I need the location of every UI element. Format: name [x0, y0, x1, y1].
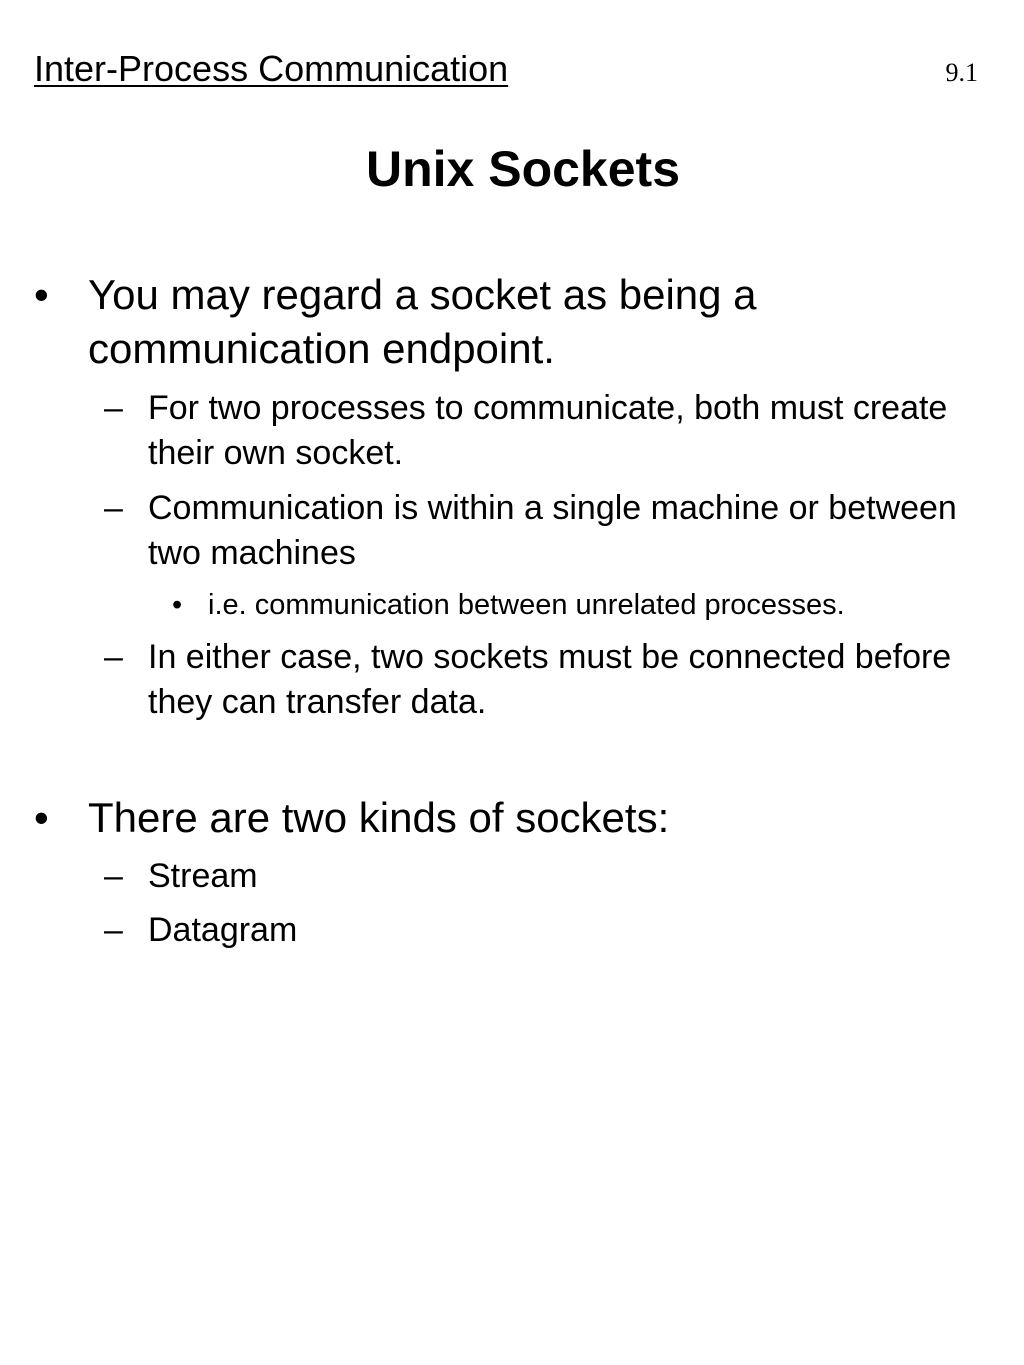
dash-marker: – [104, 489, 123, 527]
bullet-text: There are two kinds of sockets: [88, 794, 670, 841]
dash-marker: – [104, 638, 123, 676]
slide-title: Unix Sockets [365, 141, 680, 197]
sub-bullet-text: For two processes to communicate, both must create their own socket. [148, 389, 948, 472]
sub-bullet-text: Stream [148, 857, 258, 895]
sub-bullet-text: In either case, two sockets must be connected before they can transfer data. [148, 638, 952, 721]
sub-sub-bullet-text: i.e. communication between unrelated processes. [208, 589, 845, 621]
dash-marker: – [104, 911, 123, 949]
dash-marker: – [104, 389, 123, 427]
bullet-marker: • [172, 589, 183, 621]
sub-bullet-text: Communication is within a single machine or between two machines [148, 489, 957, 572]
section-title: Inter-Process Communication [34, 48, 509, 89]
bullet-marker: • [34, 794, 49, 841]
sub-bullet-text: Datagram [148, 911, 298, 949]
bullet-marker: • [34, 271, 49, 318]
dash-marker: – [104, 857, 123, 895]
bullet-text: You may regard a socket as being a communication endpoint. [88, 271, 757, 372]
slide-number: 9.1 [945, 58, 978, 87]
